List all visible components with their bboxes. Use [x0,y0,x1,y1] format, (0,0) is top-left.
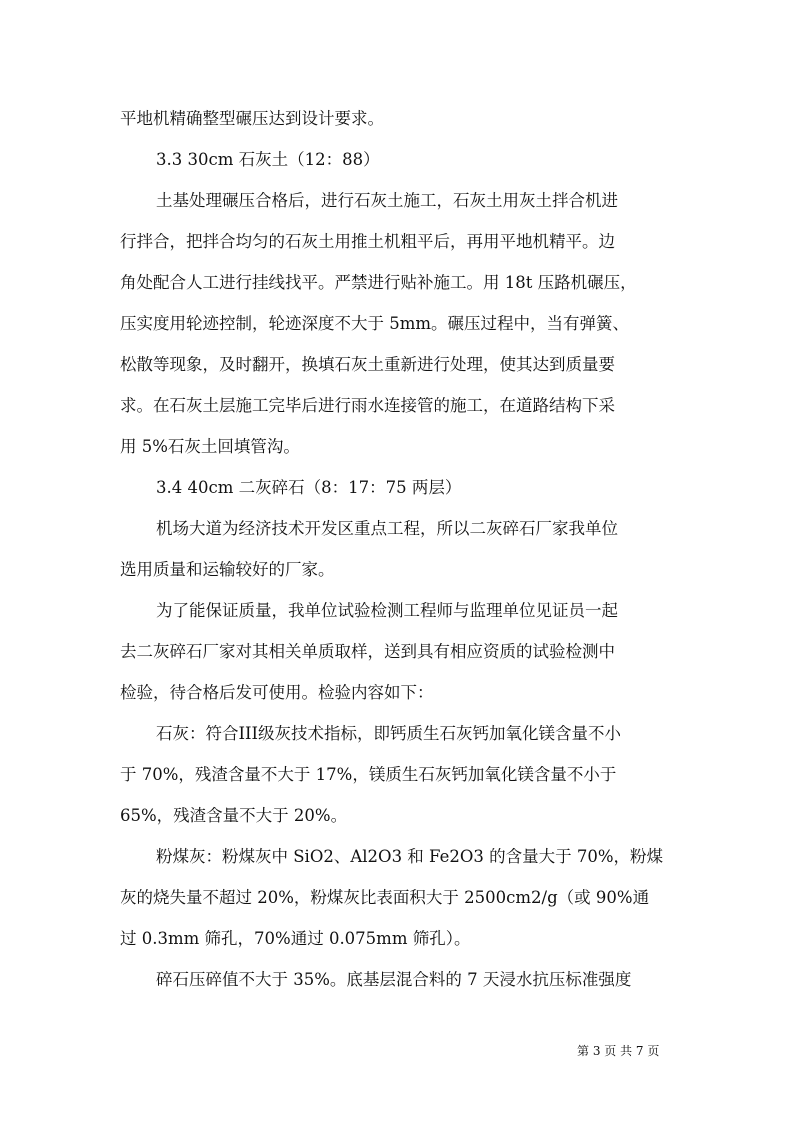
text-line: 压实度用轮迹控制，轮迹深度不大于 5mm。碾压过程中，当有弹簧、 [120,314,630,333]
text-line: 过 0.3mm 筛孔，70%通过 0.075mm 筛孔）。 [120,929,471,948]
text-line: 去二灰碎石厂家对其相关单质取样，送到具有相应资质的试验检测中 [120,642,615,661]
text-line: 行拌合，把拌合均匀的石灰土用推土机粗平后，再用平地机精平。边 [120,232,615,251]
text-line: 平地机精确整型碾压达到设计要求。 [120,109,384,128]
text-line: 于 70%，残渣含量不大于 17%，镁质生石灰钙加氧化镁含量不小于 [120,765,617,784]
text-line: 检验，待合格后发可使用。检验内容如下： [120,683,434,702]
text-line: 灰的烧失量不超过 20%，粉煤灰比表面积大于 2500cm2/g（或 90%通 [120,888,650,907]
page-number-footer: 第 3 页 共 7 页 [577,1044,660,1058]
text-line: 角处配合人工进行挂线找平。严禁进行贴补施工。用 18t 压路机碾压， [120,273,637,292]
text-line: 土基处理碾压合格后，进行石灰土施工，石灰土用灰土拌合机进 [156,191,618,210]
text-line: 为了能保证质量，我单位试验检测工程师与监理单位见证员一起 [156,601,618,620]
text-line: 65%，残渣含量不大于 20%。 [120,806,348,825]
text-line: 用 5%石灰土回填管沟。 [120,437,300,456]
text-line: 粉煤灰：粉煤灰中 SiO2、Al2O3 和 Fe2O3 的含量大于 70%，粉煤 [156,847,664,866]
text-line: 碎石压碎值不大于 35%。底基层混合料的 7 天浸水抗压标准强度 [156,970,632,989]
text-line: 求。在石灰土层施工完毕后进行雨水连接管的施工，在道路结构下采 [120,396,615,415]
section-heading-3-4: 3.4 40cm 二灰碎石（8：17：75 两层） [156,478,462,497]
text-line: 机场大道为经济技术开发区重点工程，所以二灰碎石厂家我单位 [156,519,618,538]
section-heading-3-3: 3.3 30cm 石灰土（12：88） [156,150,380,169]
text-line: 选用质量和运输较好的厂家。 [120,560,335,579]
text-line: 石灰：符合III级灰技术指标，即钙质生石灰钙加氧化镁含量不小 [156,724,622,743]
body-text [120,98,680,1000]
text-line: 松散等现象，及时翻开，换填石灰土重新进行处理，使其达到质量要 [120,355,615,374]
